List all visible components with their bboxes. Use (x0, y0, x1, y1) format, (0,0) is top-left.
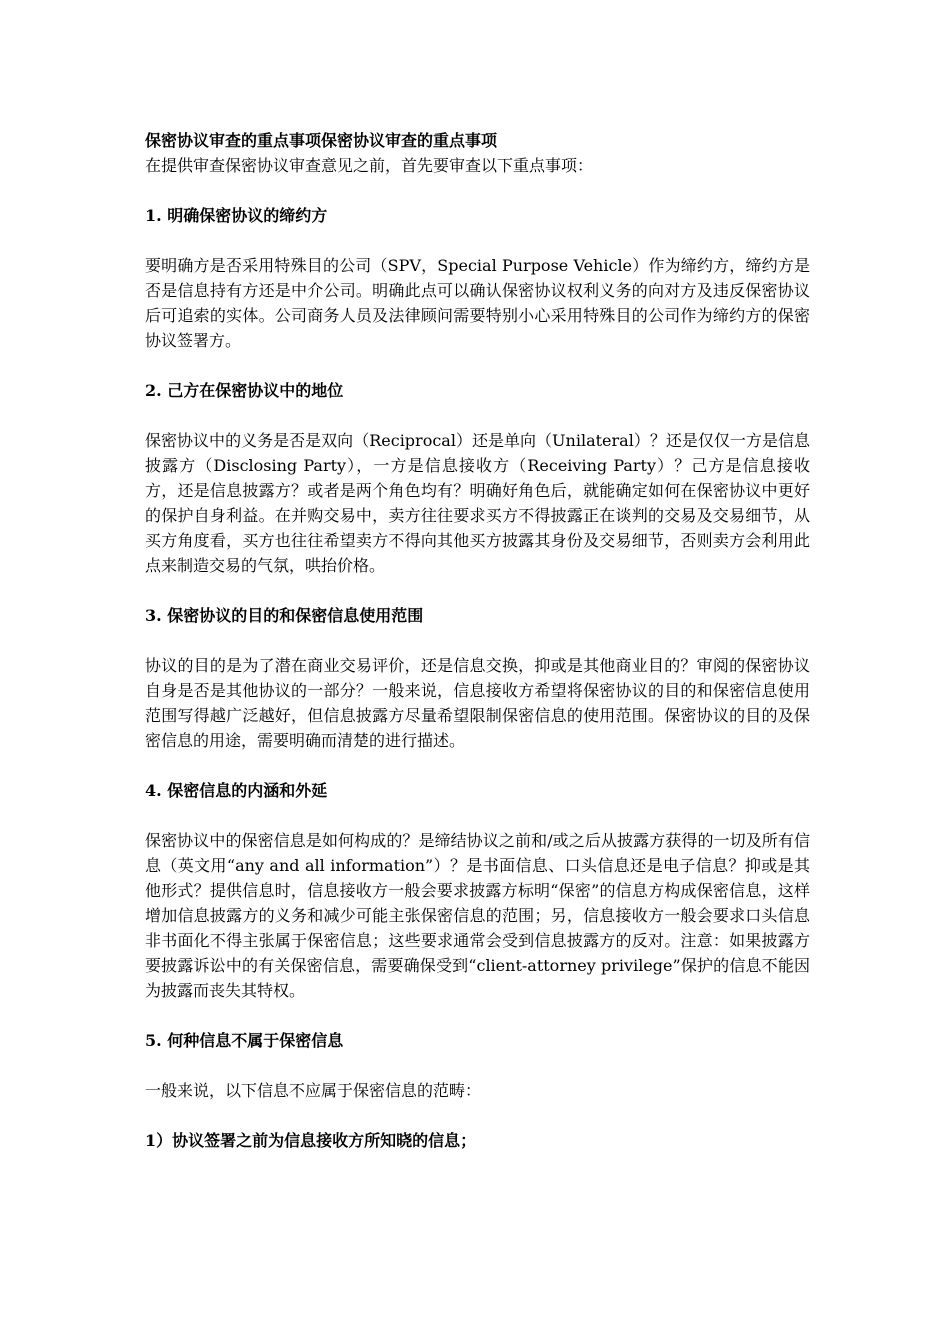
section-heading-1: 1. 明确保密协议的缔约方 (145, 206, 328, 225)
section-heading-5: 5. 何种信息不属于保密信息 (145, 1031, 344, 1050)
section-heading-3: 3. 保密协议的目的和保密信息使用范围 (145, 606, 424, 625)
section-body-2: 保密协议中的义务是否是双向（Reciprocal）还是单向（Unilateral）？还是仅仅一方是信息披露方（Disclosing Party），一方是信息接收方（Receiving Party）？己方是信息接收方，还是信息披露方？或者是两个角色均有？明确好角色后，就能确定如何在保密协议中更好的保护自身利益。在并购交易中，卖方往往要求买方不得披露正在谈判的交易及交易细节，从买方角度看，买方也往往希望卖方不得向其他买方披露其身份及交易细节，否则卖方会利用此点来制造交易的气氛，哄抬价格。 (145, 431, 810, 575)
document-title: 保密协议审查的重点事项保密协议审查的重点事项 (145, 131, 498, 150)
section-heading-2: 2. 己方在保密协议中的地位 (145, 381, 344, 400)
section-body-5: 一般来说，以下信息不应属于保密信息的范畴： (145, 1081, 482, 1100)
list-item-1: 1）协议签署之前为信息接收方所知晓的信息； (145, 1131, 477, 1150)
section-body-3: 协议的目的是为了潜在商业交易评价，还是信息交换，抑或是其他商业目的？审阅的保密协议自身是否是其他协议的一部分？一般来说，信息接收方希望将保密协议的目的和保密信息使用范围写得越广泛越好，但信息披露方尽量希望限制保密信息的使用范围。保密协议的目的及保密信息的用途，需要明确而清楚的进行描述。 (145, 656, 810, 750)
section-body-1: 要明确方是否采用特殊目的公司（SPV，Special Purpose Vehicle）作为缔约方，缔约方是否是信息持有方还是中介公司。明确此点可以确认保密协议权利义务的向对方及违反保密协议后可追索的实体。公司商务人员及法律顾问需要特别小心采用特殊目的公司作为缔约方的保密协议签署方。 (145, 256, 810, 350)
intro-paragraph: 在提供审查保密协议审查意见之前，首先要审查以下重点事项： (145, 156, 594, 175)
section-body-4: 保密协议中的保密信息是如何构成的？是缔结协议之前和/或之后从披露方获得的一切及所有信息（英文用“any and all information”）？是书面信息、口头信息还是电子信息？抑或是其他形式？提供信息时，信息接收方一般会要求披露方标明“保密”的信息方构成保密信息，这样增加信息披露方的义务和减少可能主张保密信息的范围；另，信息接收方一般会要求口头信息非书面化不得主张属于保密信息；这些要求通常会受到信息披露方的反对。注意：如果披露方要披露诉讼中的有关保密信息，需要确保受到“client-attorney privilege”保护的信息不能因为披露而丧失其特权。 (145, 831, 810, 1000)
document-page (145, 128, 810, 1178)
section-heading-4: 4. 保密信息的内涵和外延 (145, 781, 328, 800)
